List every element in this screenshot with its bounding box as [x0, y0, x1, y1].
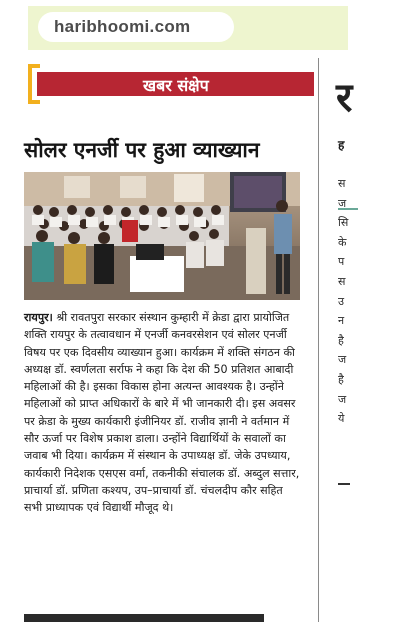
adjacent-line: के — [338, 235, 347, 249]
adjacent-line: न — [338, 314, 345, 328]
adjacent-line: स — [338, 177, 346, 190]
adjacent-line: है — [338, 372, 344, 386]
site-domain[interactable]: haribhoomi.com — [54, 17, 191, 36]
article-headline: सोलर एनर्जी पर हुआ व्याख्यान — [24, 138, 260, 162]
adjacent-line: स — [338, 274, 346, 288]
adjacent-big-glyph: र — [336, 75, 353, 121]
adjacent-rule-bottom — [338, 483, 350, 485]
article-dateline: रायपुर। — [24, 311, 53, 324]
column-divider — [318, 58, 319, 622]
adjacent-line: उ — [338, 294, 345, 308]
adjacent-line: प — [338, 255, 345, 269]
adjacent-line: ये — [338, 412, 345, 426]
audience-photo-illustration — [24, 172, 300, 300]
adjacent-line: ज — [338, 196, 347, 210]
adjacent-column-cropped — [326, 58, 403, 622]
adjacent-line: ज — [338, 353, 347, 367]
section-bracket-decoration — [28, 64, 40, 104]
next-article-headline-cropped — [24, 606, 300, 622]
adjacent-headline-fragment: ह — [338, 138, 345, 152]
article-body-text: श्री रावतपुरा सरकार संस्थान कुम्हारी में क्रेडा द्वारा प्रायोजित शक्ति रायपुर के तत्वावधान में एनर्जी कनवरसेशन एवं सोलर एनर्जी विषय पर एक दिवसीय व्याख्यान हुआ। कार्यक्रम में शक्ति संगठन की अध्यक्ष डॉ. स्वर्णलता सर्राफ ने कहा कि देश की 50 प्रतिशत आबादी महिलाओं की है। इसका विकास होना अत्यन्त आवश्यक है। उन्होंने महिलाओं को प्राप्त अधिकारों के बारे में भी जानकारी दी। इस अवसर पर क्रेडा के मुख्य कार्यकारी इंजीनियर डॉ. राजीव ज्ञानी ने वर्तमान में सौर ऊर्जा पर विशेष प्रकाश डाला। उन्होंने विद्यार्थियों के सवालों का जवाब भी दिया। कार्यक्रम में संस्थान के उपाध्यक्ष डॉ. जेके उपध्याय, कार्यकारी निदेशक एसएस वर्मा, तकनीकी संचालक डॉ. अब्दुल सत्तार, प्राचार्या डॉ. प्रणिता कश्यप, उप–प्राचार्या डॉ. चंचलदीप कौर सहित सभी प्राध्यापक एवं विद्यार्थी मौजूद थे। — [24, 311, 300, 515]
site-url-pill[interactable] — [38, 12, 234, 42]
site-banner — [28, 6, 348, 50]
section-header — [28, 64, 314, 104]
adjacent-line: ज — [338, 392, 347, 406]
adjacent-text-fragments — [338, 174, 348, 429]
adjacent-line: सि — [338, 216, 349, 230]
article-photo — [24, 172, 300, 300]
section-header-bar — [37, 72, 314, 96]
section-title: खबर संक्षेप — [143, 76, 209, 95]
article-body — [24, 309, 300, 517]
adjacent-line: है — [338, 333, 344, 347]
